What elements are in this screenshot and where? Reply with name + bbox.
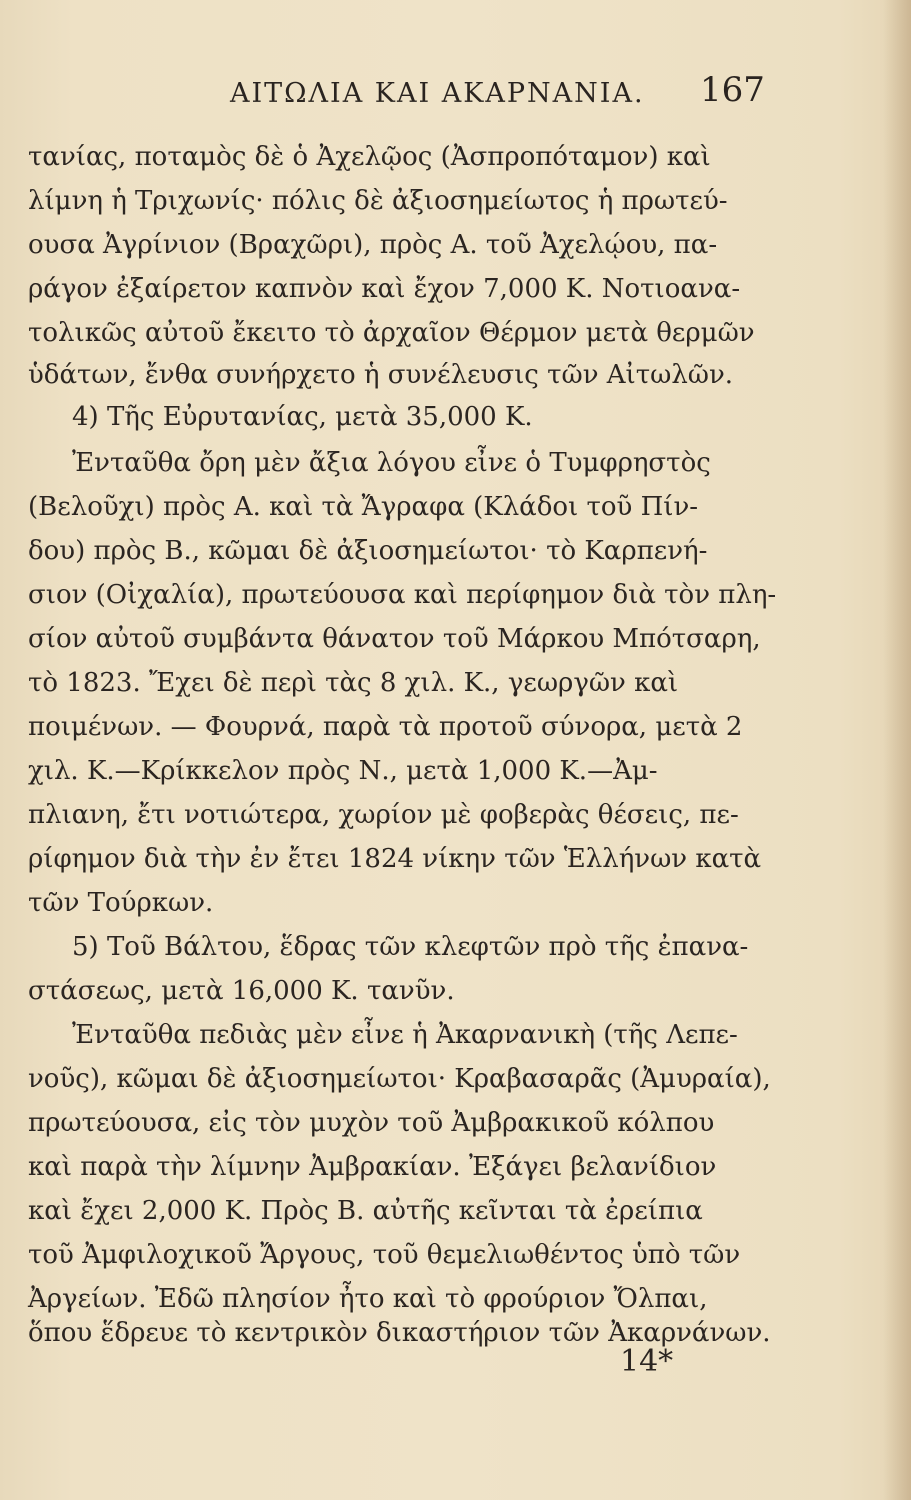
text-line: τοῦ Ἀμφιλοχικοῦ Ἄργους, τοῦ θεμελιωθέντος ὑπὸ τῶν [28, 1240, 741, 1270]
text-line: νοῦς), κῶμαι δὲ ἀξιοσημείωτοι· Κραβασαρᾶς (Ἀμυραία), [28, 1064, 771, 1094]
text-line: ὅπου ἕδρευε τὸ κεντρικὸν δικαστήριον τῶν Ἀκαρνάνων. [28, 1318, 771, 1348]
text-line: ποιμένων. — Φουρνά, παρὰ τὰ προτοῦ σύνορα, μετὰ 2 [28, 712, 743, 742]
page-edge-shadow [883, 0, 911, 1500]
text-line: πλιανη, ἔτι νοτιώτερα, χωρίον μὲ φοβερὰς θέσεις, πε- [28, 800, 739, 830]
text-line: ρίφημον διὰ τὴν ἐν ἔτει 1824 νίκην τῶν Ἑλλήνων κατὰ [28, 844, 762, 874]
paragraph-start: Ἐνταῦθα πεδιὰς μὲν εἶνε ἡ Ἀκαρνανικὴ (τῆς Λεπε- [72, 1020, 738, 1050]
text-line: τανίας, ποταμὸς δὲ ὁ Ἀχελῷος (Ἀσπροπόταμον) καὶ [28, 142, 711, 172]
text-line: σίον αὐτοῦ συμβάντα θάνατον τοῦ Μάρκου Μπότσαρη, [28, 624, 761, 654]
paragraph-start: Ἐνταῦθα ὄρη μὲν ἄξια λόγου εἶνε ὁ Τυμφρηστὸς [72, 448, 711, 478]
page-number: 167 [700, 70, 765, 110]
signature-mark: 14* [620, 1344, 674, 1379]
running-title: ΑΙΤΩΛΙΑ ΚΑΙ ΑΚΑΡΝΑΝΙΑ. [230, 78, 645, 109]
text-line: τολικῶς αὐτοῦ ἔκειτο τὸ ἀρχαῖον Θέρμον μετὰ θερμῶν [28, 318, 755, 348]
text-line: ουσα Ἀγρίνιον (Βραχῶρι), πρὸς Α. τοῦ Ἀχελῴου, πα- [28, 230, 718, 260]
text-line: πρωτεύουσα, εἰς τὸν μυχὸν τοῦ Ἀμβρακικοῦ κόλπου [28, 1108, 715, 1138]
text-line: τὸ 1823. Ἔχει δὲ περὶ τὰς 8 χιλ. Κ., γεωργῶν καὶ [28, 668, 679, 698]
text-line: ράγον ἐξαίρετον καπνὸν καὶ ἔχον 7,000 Κ. Νοτιοανα- [28, 274, 741, 304]
section-heading: 5) Τοῦ Βάλτου, ἕδρας τῶν κλεφτῶν πρὸ τῆς ἐπανα- [72, 932, 749, 962]
text-line: χιλ. Κ.—Κρίκκελον πρὸς Ν., μετὰ 1,000 Κ.—Ἀμ- [28, 756, 658, 786]
text-line: ὑδάτων, ἔνθα συνήρχετο ἡ συνέλευσις τῶν Αἰτωλῶν. [28, 360, 734, 390]
text-line: τῶν Τούρκων. [28, 888, 214, 918]
text-line: (Βελοῦχι) πρὸς Α. καὶ τὰ Ἄγραφα (Κλάδοι τοῦ Πίν- [28, 492, 699, 522]
text-line: καὶ παρὰ τὴν λίμνην Ἀμβρακίαν. Ἐξάγει βελανίδιον [28, 1152, 717, 1182]
text-line: Ἀργείων. Ἐδῶ πλησίον ἦτο καὶ τὸ φρούριον Ὄλπαι, [28, 1284, 708, 1314]
text-line: στάσεως, μετὰ 16,000 Κ. τανῦν. [28, 976, 455, 1006]
section-heading: 4) Τῆς Εὐρυτανίας, μετὰ 35,000 Κ. [72, 402, 533, 432]
text-line: δου) πρὸς Β., κῶμαι δὲ ἀξιοσημείωτοι· τὸ Καρπενή- [28, 536, 708, 566]
text-line: λίμνη ἡ Τριχωνίς· πόλις δὲ ἀξιοσημείωτος ἡ πρωτεύ- [28, 186, 728, 216]
text-line: σιον (Οἰχαλία), πρωτεύουσα καὶ περίφημον διὰ τὸν πλη- [28, 580, 777, 610]
text-line: καὶ ἔχει 2,000 Κ. Πρὸς Β. αὐτῆς κεῖνται τὰ ἐρείπια [28, 1196, 703, 1226]
